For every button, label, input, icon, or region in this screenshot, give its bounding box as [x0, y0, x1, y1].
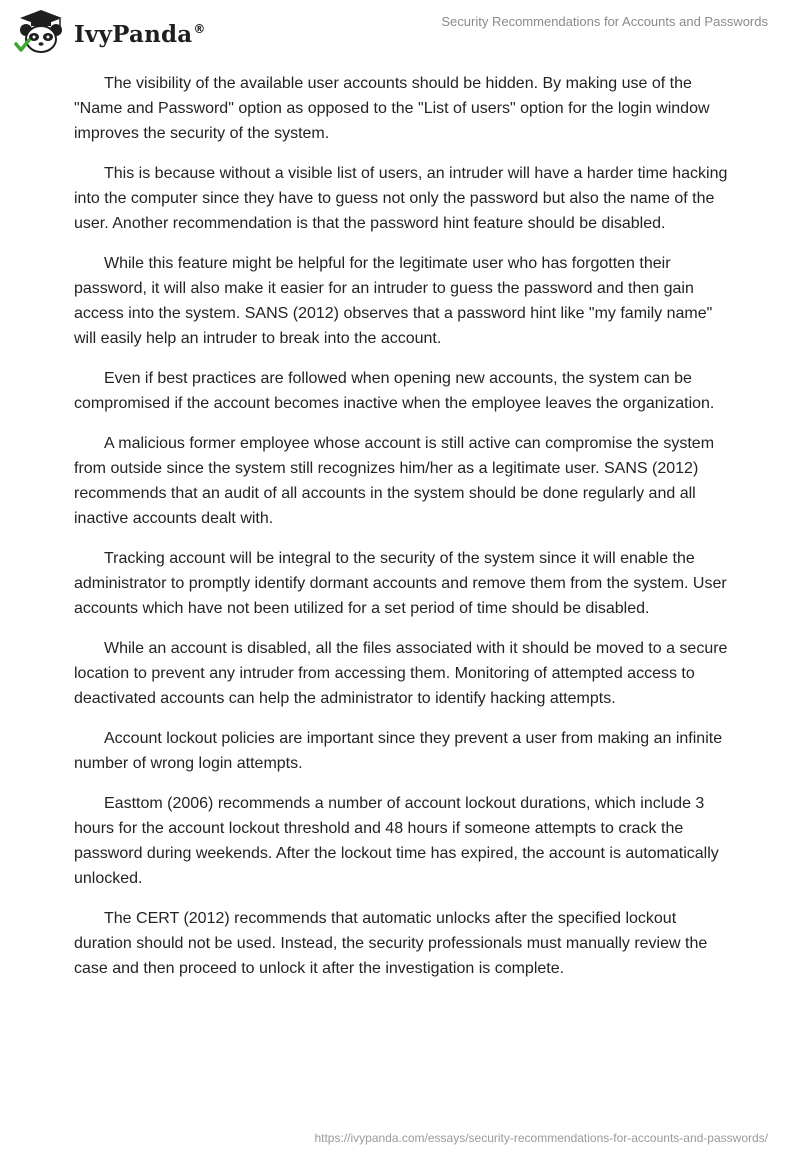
page-header	[0, 0, 800, 62]
paragraph: While an account is disabled, all the files associated with it should be moved to a secure location to prevent any intruder from accessing them. Monitoring of attempted access to deactivated accounts can help the administrator to identify hacking attempts.	[74, 640, 728, 707]
panda-graduate-icon	[14, 8, 68, 58]
brand-name: IvyPanda®	[74, 20, 206, 48]
document-title: Security Recommendations for Accounts and Passwords	[441, 14, 768, 29]
brand-logo[interactable]	[14, 8, 206, 58]
paragraph: Even if best practices are followed when opening new accounts, the system can be compromised if the account becomes inactive when the employee leaves the organization.	[74, 370, 715, 412]
paragraph: The CERT (2012) recommends that automatic unlocks after the specified lockout duration should not be used. Instead, the security professionals must manually review the case and then proceed to unlock it after the investigation is complete.	[74, 910, 708, 977]
source-url[interactable]: https://ivypanda.com/essays/security-recommendations-for-accounts-and-passwords/	[314, 1131, 768, 1145]
paragraph: Easttom (2006) recommends a number of account lockout durations, which include 3 hours for the account lockout threshold and 48 hours if someone attempts to crack the password during weekends. After the lockout time has expired, the account is automatically unlocked.	[74, 795, 719, 887]
essay-body	[74, 71, 734, 996]
paragraph: A malicious former employee whose account is still active can compromise the system from outside since the system still recognizes him/her as a legitimate user. SANS (2012) recommends that an audit of all accounts in the system should be done regularly and all inactive accounts dealt with.	[74, 435, 715, 527]
paragraph: While this feature might be helpful for the legitimate user who has forgotten their password, it will also make it easier for an intruder to guess the password and then gain access into the system. SANS (2012) observes that a password hint like "my family name" will easily help an intruder to break into the account.	[74, 255, 713, 347]
paragraph: The visibility of the available user accounts should be hidden. By making use of the "Name and Password" option as opposed to the "List of users" option for the login window improves the security of the system.	[74, 75, 710, 142]
paragraph: Account lockout policies are important since they prevent a user from making an infinite number of wrong login attempts.	[74, 730, 723, 772]
paragraph: This is because without a visible list of users, an intruder will have a harder time hacking into the computer since they have to guess not only the password but also the name of the user. Another recommendation is that the password hint feature should be disabled.	[74, 165, 728, 232]
registered-mark: ®	[193, 21, 206, 36]
paragraph: Tracking account will be integral to the security of the system since it will enable the administrator to promptly identify dormant accounts and remove them from the system. User accounts which have not been utilized for a set period of time should be disabled.	[74, 550, 727, 617]
